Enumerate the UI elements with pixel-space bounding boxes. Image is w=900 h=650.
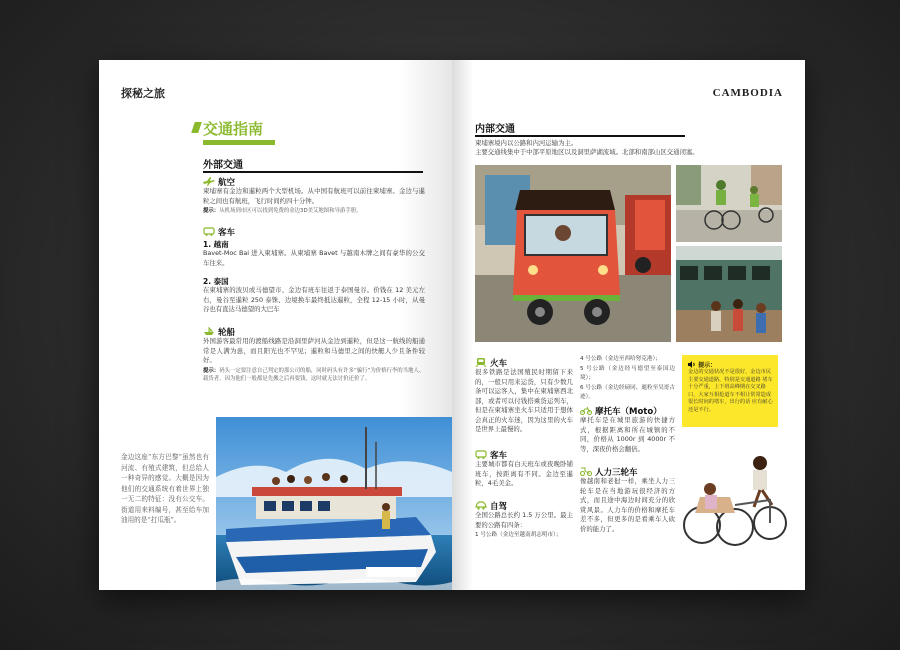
air-heading: 航空 bbox=[203, 176, 235, 188]
train-text: 很多铁路是法国殖民时期留下来的，一般只用来运货，只有少数几条可以运客人，集中在柬埔寨西北部，或者可以付钱搭乘货运列车，但是在柬埔寨坐火车只适用于想体会真正的火车迷，因为这里的火车是世界上最慢的。 bbox=[475, 368, 573, 433]
external-heading: 外部交通 bbox=[203, 160, 243, 171]
road-6: 6 号公路（金边经磅同、暹粒至吴哥古迹）。 bbox=[580, 384, 675, 400]
train-heading: 火车 bbox=[475, 357, 507, 369]
train-icon bbox=[475, 358, 487, 367]
speaker-icon bbox=[688, 361, 696, 368]
internal-intro-1: 柬埔寨境内以公路和内河运输为主。 bbox=[475, 139, 578, 147]
tip-box-title: 提示： bbox=[688, 360, 716, 369]
boat-photo bbox=[216, 417, 452, 590]
bus-internal-heading: 客车 bbox=[475, 449, 507, 461]
brand-text: 探秘之旅 bbox=[121, 87, 165, 100]
air-tip: 提示：从机场到市区可以找到免费的金边3D美艾地图和导游手册。 bbox=[203, 208, 362, 214]
boat-icon bbox=[203, 327, 215, 336]
title-bar-icon bbox=[191, 122, 202, 133]
road-list bbox=[580, 355, 675, 403]
boat-text: 外国游客最常用的渡船线路是沿洞里萨河从金边到暹粒，但是这一航线的船通常是人满为患，而且阳光也不罕见；暹粒和马德里之间的快艇人少且条件较好。 bbox=[203, 337, 425, 364]
moto-text: 摩托车是在城里旅游的快捷方式，根据距离和所在城镇的不同，价格从 1000r 到 4000r 不等，深夜价格会翻倍。 bbox=[580, 416, 675, 453]
moto-heading: 摩托车（Moto） bbox=[580, 405, 662, 417]
boat-tip: 提示：码头一定要注意自己判定的那公司的船，同时码头有许多“骗行”为价格行李的当地人、载货者。因为他们一般都是先搬之后再要钱，这时就无法讨价还价了。 bbox=[203, 368, 425, 382]
magazine-spread bbox=[99, 60, 805, 590]
vietnam-heading: 1. 越南 bbox=[203, 240, 229, 249]
road-4: 4 号公路（金边至西哈努克港）； bbox=[580, 356, 661, 362]
cyclo-street-photo bbox=[676, 165, 782, 242]
drive-text-2: 1 号公路（金边至越南胡志明市）； bbox=[475, 532, 562, 538]
drive-heading: 自驾 bbox=[475, 500, 507, 512]
tip-box-text: 金边的交通状况不是很好，金边市民主要交通道路，特别是交通道路 堵车十分严重，上下班高峰期在交叉路口，大家互相抢道车不相让常常造成很长时间的堵车，出行的话 应有耐心还是不行。 bbox=[688, 369, 773, 413]
air-text: 柬埔寨有金边和暹粒两个大型机场。从中国有航班可以前往柬埔寨。金边与暹粒之间也有航班，飞行时间约四十分钟。 bbox=[203, 187, 425, 205]
internal-intro-2: 主要交通线集中于中部平原地区以及洞里萨湖流域。北部和南部山区交通闭塞。 bbox=[475, 148, 699, 156]
drive-text-1: 全国公路总长约 1.5 万公里。最主要的公路有四条： bbox=[475, 511, 573, 529]
internal-heading: 内部交通 bbox=[475, 124, 515, 135]
boat-heading: 轮船 bbox=[203, 326, 235, 338]
train-photo bbox=[676, 246, 782, 342]
brand-cambodia: CAMBODIA bbox=[712, 87, 783, 99]
bus-internal-text: 主要城市都有白天班车或夜晚卧铺班车，按距离有不同。金边至暹粒，4毛美金。 bbox=[475, 460, 573, 487]
brand-logo bbox=[121, 85, 165, 101]
tip-box bbox=[682, 355, 778, 427]
cyclo-heading: 人力三轮车 bbox=[580, 466, 638, 478]
external-rule bbox=[203, 171, 423, 173]
section-title bbox=[203, 118, 263, 139]
left-page bbox=[99, 60, 452, 590]
vietnam-text: Bavet-Moc Bai 进入柬埔寨。从柬埔寨 Bavet 与越南木牌之间有豪华的公交车往来。 bbox=[203, 249, 425, 267]
thailand-heading: 2. 泰国 bbox=[203, 277, 229, 286]
right-page bbox=[452, 60, 805, 590]
cyclo-icon bbox=[580, 467, 592, 476]
rickshaw-photo bbox=[680, 445, 790, 553]
section-title-text: 交通指南 bbox=[203, 120, 264, 138]
bus-icon bbox=[475, 450, 487, 459]
thailand-text: 在柬埔寨的波贝或马德望市、金边有班车往返于泰国曼谷。价钱在 12 美元左右，曼谷至暹粒 250 泰铢、边境换车最终抵达暹粒，全程 12-15 小时，从曼谷也有直达马德望的大巴车 bbox=[203, 286, 425, 313]
bus-heading: 客车 bbox=[203, 226, 235, 238]
road-5: 5 号公路（金边经马德望至泰国边境）； bbox=[580, 365, 675, 381]
cyclo-text: 像越南和老挝一样，乘坐人力三轮车是在当地游玩很经济的方式，而且途中海边时间充分的欣赏风景。人力车的价格和摩托车差不多，但更多的是看乘车人砍价的能力了。 bbox=[580, 477, 675, 533]
section-title-underline bbox=[203, 140, 275, 145]
car-icon bbox=[475, 501, 487, 510]
motorbike-icon bbox=[580, 406, 592, 415]
plane-icon bbox=[203, 177, 215, 186]
bus-icon bbox=[203, 227, 215, 236]
tuktuk-photo bbox=[475, 165, 671, 342]
quote-text: 金边这座“东方巴黎”虽然也有河流、有殖式建筑，但总给人一种奇异的感觉。大概是因为他们的交通系统有着世界上独一无二的特征：没有公交车。街道用来料编号，甚至给车加油用的是“打瓜瓶”。 bbox=[121, 453, 209, 524]
internal-rule bbox=[475, 135, 685, 137]
